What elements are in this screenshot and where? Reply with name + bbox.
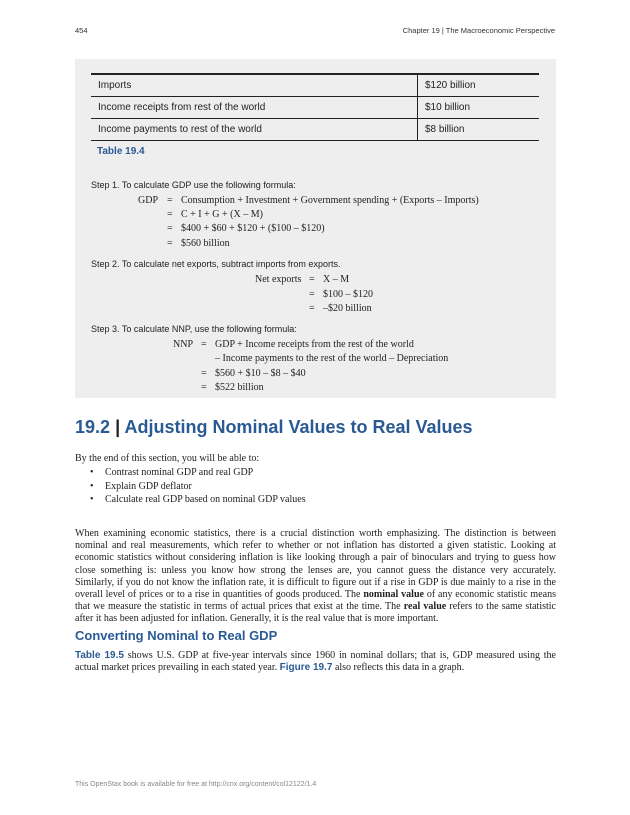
objectives-intro: By the end of this section, you will be able to:	[75, 453, 260, 464]
body-paragraph	[75, 528, 556, 626]
paragraph-text: When examining economic statistics, there is a crucial distinction worth emphasizing. The distinction is between nominal and real measurements, which refer to whether or not inflation has distorted a given statistic. Looking at economic statistics without considering inflation is like looking through a pair of binoculars and trying to guess how close something is: unless you know how strong the lenses are, you cannot guess the distance very accurately. Similarly, if you do not know the inflation rate, it is difficult to figure out if a rise in GDP is due mainly to a rise in the overall level of prices or to a rise in quantities of goods produced. The	[75, 528, 556, 601]
nnp-line-1: GDP + Income receipts from the rest of the world	[215, 339, 414, 350]
table-cell-label: Income payments to rest of the world	[91, 119, 418, 141]
gdp-line-1: Consumption + Investment + Government spending + (Exports – Imports)	[181, 195, 479, 206]
paragraph-text: shows U.S. GDP at five-year intervals since 1960 in nominal dollars; that is, GDP measured using the actual market prices prevailing in each stated year.	[75, 650, 556, 674]
footer-note: This OpenStax book is available for free at http://cnx.org/content/col12122/1.4	[75, 781, 317, 788]
list-item: • Explain GDP deflator	[90, 480, 306, 494]
table-cell-value: $10 billion	[418, 97, 540, 119]
equals-sign: =	[167, 209, 173, 220]
list-item: • Contrast nominal GDP and real GDP	[90, 466, 306, 480]
subsection-heading: Converting Nominal to Real GDP	[75, 628, 278, 643]
equals-sign: =	[309, 274, 315, 285]
step-2: Step 2. To calculate net exports, subtract imports from exports.	[91, 259, 341, 269]
paragraph-text: also reflects this data in a graph.	[332, 662, 465, 674]
nnp-line-1b: – Income payments to the rest of the world – Depreciation	[215, 353, 449, 364]
nx-line-2: $100 – $120	[323, 289, 373, 300]
step-3: Step 3. To calculate NNP, use the following formula:	[91, 324, 297, 334]
table-row	[91, 97, 539, 119]
nnp-lhs: NNP	[173, 339, 194, 350]
table-caption: Table 19.4	[97, 146, 145, 157]
nx-line-1: X – M	[323, 274, 350, 285]
nnp-line-3: $522 billion	[215, 382, 264, 393]
paragraph-text: of any economic statistic means that we measure the statistic in terms of actual prices that exist at the time. The	[75, 589, 556, 613]
list-item: • Calculate real GDP based on nominal GDP values	[90, 493, 306, 507]
figure-link[interactable]: Figure 19.7	[279, 662, 333, 674]
section-title: Adjusting Nominal Values to Real Values	[124, 417, 473, 437]
table-link[interactable]: Table 19.5	[75, 650, 124, 661]
key-term-real-value: real value	[403, 601, 447, 613]
paragraph-text: refers to the same statistic after it has been adjusted for inflation. Generally, it is the real value that is more important.	[75, 601, 556, 625]
nx-line-3: –$20 billion	[323, 303, 372, 314]
chapter-header: Chapter 19 | The Macroeconomic Perspective	[402, 26, 555, 35]
section-number: 19.2	[75, 417, 111, 437]
equals-sign: =	[201, 368, 207, 379]
table-cell-label: Income receipts from rest of the world	[91, 97, 418, 119]
page-number: 454	[75, 26, 88, 35]
objectives-list	[90, 466, 306, 507]
equals-sign: =	[201, 382, 207, 393]
example-box	[75, 59, 556, 398]
section-heading	[75, 417, 473, 438]
equals-sign: =	[167, 223, 173, 234]
section-separator: |	[115, 417, 121, 437]
table-row	[91, 74, 539, 97]
table-cell-value: $120 billion	[418, 74, 540, 97]
equals-sign: =	[309, 289, 315, 300]
gdp-line-3: $400 + $60 + $120 + ($100 – $120)	[181, 223, 325, 234]
nx-lhs: Net exports	[255, 274, 302, 285]
equals-sign: =	[309, 303, 315, 314]
gdp-line-4: $560 billion	[181, 238, 230, 249]
equals-sign: =	[167, 238, 173, 249]
data-table	[91, 73, 539, 141]
body-paragraph-2	[75, 650, 556, 674]
table-cell-value: $8 billion	[418, 119, 540, 141]
step-1: Step 1. To calculate GDP use the following formula:	[91, 180, 296, 190]
nnp-line-2: $560 + $10 – $8 – $40	[215, 368, 306, 379]
gdp-lhs: GDP	[138, 195, 159, 206]
gdp-line-2: C + I + G + (X – M)	[181, 209, 263, 220]
equals-sign: =	[167, 195, 173, 206]
equals-sign: =	[201, 339, 207, 350]
table-row	[91, 119, 539, 141]
key-term-nominal-value: nominal value	[363, 589, 424, 601]
table-cell-label: Imports	[91, 74, 418, 97]
